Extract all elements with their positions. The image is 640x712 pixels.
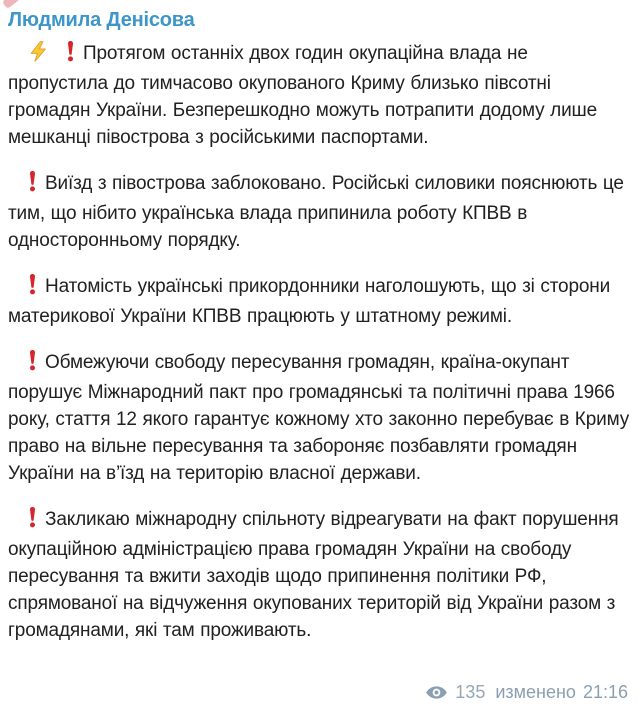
channel-name[interactable]: Людмила Денісова <box>8 9 195 31</box>
paragraph <box>8 349 632 487</box>
paragraph-text: Закликаю міжнародну спільноту відреагувати на факт порушення окупаційною адміністрацією права громадян України на свободу пересування та вжити заходів щодо припинення політики РФ, спрямованої на відчуження окупованих територій від України разом з громадянами, які там проживають. <box>8 509 619 641</box>
paragraph-text: Натомість українські прикордонники наголошують, що зі сторони материкової України КПВВ працюють у штатному режимі. <box>8 276 611 327</box>
paragraph <box>8 40 632 151</box>
views-eye-icon <box>425 685 448 700</box>
paragraph <box>8 273 632 330</box>
exclamation-icon <box>56 40 75 70</box>
paragraph <box>8 170 632 254</box>
paragraph-text: Виїзд з півострова заблоковано. Російські силовики пояснюють це тим, що нібито українська влада припинила роботу КПВВ в односторонньому порядку. <box>8 173 624 251</box>
exclamation-icon <box>18 273 37 303</box>
exclamation-icon <box>18 170 37 200</box>
edited-label: изменено <box>495 682 576 702</box>
paragraph-text: Обмежуючи свободу пересування громадян, країна-окупант порушує Міжнародний пакт про громадянські та політичні права 1966 року, стаття 12 якого гарантує кожному хто законно перебуває в Криму право на вільне пересування та забороняє позбавляти громадян України на в’їзд на територію власної держави. <box>8 352 630 484</box>
message-text <box>8 40 632 644</box>
edited-time: 21:16 <box>582 682 628 702</box>
exclamation-icon <box>18 506 37 536</box>
lightning-icon <box>18 41 48 70</box>
views-count: 135 <box>455 682 486 702</box>
paragraph <box>8 506 632 644</box>
exclamation-icon <box>18 349 37 379</box>
message-meta <box>419 682 628 703</box>
paragraph-text: Протягом останніх двох годин окупаційна влада не пропустила до тимчасово окупованого Криму близько півсотні громадян України. Безперешкодно можуть потрапити додому лише мешканці півострова з російськими паспортами. <box>8 43 598 148</box>
